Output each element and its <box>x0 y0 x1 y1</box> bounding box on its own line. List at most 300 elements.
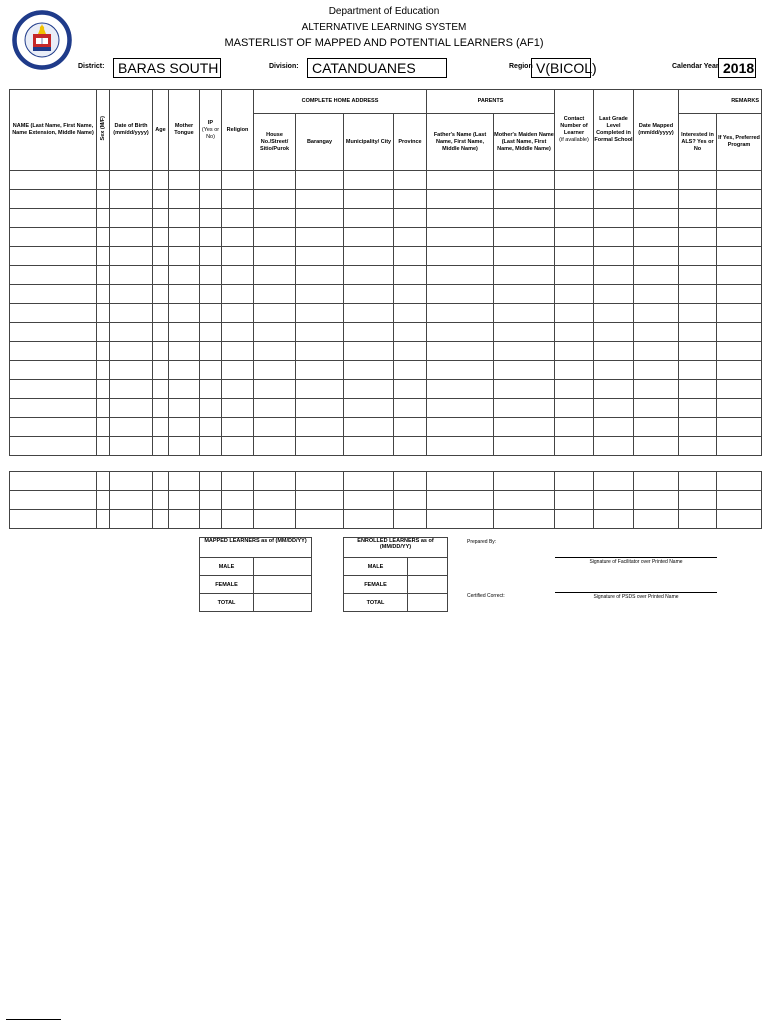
table-cell[interactable] <box>153 491 169 510</box>
table-cell[interactable] <box>717 323 762 342</box>
table-cell[interactable] <box>494 418 555 437</box>
calendar-year-field[interactable]: 2018 <box>718 58 756 78</box>
table-cell[interactable] <box>344 209 394 228</box>
table-cell[interactable] <box>254 491 296 510</box>
table-cell[interactable] <box>222 190 254 209</box>
table-cell[interactable] <box>97 437 110 456</box>
table-cell[interactable] <box>97 190 110 209</box>
table-cell[interactable] <box>296 323 344 342</box>
mapped-total-cell[interactable] <box>254 594 312 612</box>
table-cell[interactable] <box>494 380 555 399</box>
table-cell[interactable] <box>10 361 97 380</box>
table-cell[interactable] <box>717 418 762 437</box>
table-cell[interactable] <box>344 285 394 304</box>
enrolled-total-cell[interactable] <box>408 594 448 612</box>
table-cell[interactable] <box>427 171 494 190</box>
table-cell[interactable] <box>427 491 494 510</box>
table-cell[interactable] <box>10 209 97 228</box>
table-cell[interactable] <box>10 323 97 342</box>
table-cell[interactable] <box>634 285 679 304</box>
table-cell[interactable] <box>110 190 153 209</box>
table-cell[interactable] <box>555 399 594 418</box>
table-cell[interactable] <box>679 437 717 456</box>
table-cell[interactable] <box>222 399 254 418</box>
table-cell[interactable] <box>717 510 762 529</box>
table-cell[interactable] <box>344 228 394 247</box>
table-cell[interactable] <box>200 510 222 529</box>
table-cell[interactable] <box>555 285 594 304</box>
table-cell[interactable] <box>200 418 222 437</box>
table-cell[interactable] <box>394 399 427 418</box>
table-cell[interactable] <box>594 437 634 456</box>
table-cell[interactable] <box>555 266 594 285</box>
table-cell[interactable] <box>555 361 594 380</box>
table-cell[interactable] <box>169 209 200 228</box>
table-cell[interactable] <box>555 380 594 399</box>
table-cell[interactable] <box>679 209 717 228</box>
table-cell[interactable] <box>344 437 394 456</box>
table-cell[interactable] <box>200 247 222 266</box>
table-cell[interactable] <box>344 266 394 285</box>
table-cell[interactable] <box>97 171 110 190</box>
table-cell[interactable] <box>394 472 427 491</box>
table-cell[interactable] <box>254 304 296 323</box>
table-cell[interactable] <box>10 171 97 190</box>
table-cell[interactable] <box>169 266 200 285</box>
mapped-female-cell[interactable] <box>254 576 312 594</box>
table-cell[interactable] <box>153 472 169 491</box>
table-cell[interactable] <box>222 510 254 529</box>
table-cell[interactable] <box>254 228 296 247</box>
table-cell[interactable] <box>169 437 200 456</box>
table-cell[interactable] <box>153 323 169 342</box>
table-cell[interactable] <box>344 418 394 437</box>
table-cell[interactable] <box>169 247 200 266</box>
table-cell[interactable] <box>555 190 594 209</box>
table-cell[interactable] <box>344 491 394 510</box>
table-cell[interactable] <box>254 171 296 190</box>
table-cell[interactable] <box>555 323 594 342</box>
table-cell[interactable] <box>494 399 555 418</box>
district-field[interactable]: BARAS SOUTH <box>113 58 221 78</box>
table-cell[interactable] <box>494 228 555 247</box>
table-cell[interactable] <box>254 361 296 380</box>
table-cell[interactable] <box>679 510 717 529</box>
table-cell[interactable] <box>494 190 555 209</box>
table-cell[interactable] <box>97 418 110 437</box>
table-cell[interactable] <box>296 342 344 361</box>
table-cell[interactable] <box>200 380 222 399</box>
table-cell[interactable] <box>110 323 153 342</box>
table-cell[interactable] <box>594 323 634 342</box>
table-cell[interactable] <box>254 266 296 285</box>
table-cell[interactable] <box>254 285 296 304</box>
table-cell[interactable] <box>594 472 634 491</box>
table-cell[interactable] <box>97 472 110 491</box>
table-cell[interactable] <box>10 304 97 323</box>
table-cell[interactable] <box>200 399 222 418</box>
table-cell[interactable] <box>222 247 254 266</box>
table-cell[interactable] <box>634 361 679 380</box>
table-cell[interactable] <box>296 190 344 209</box>
table-cell[interactable] <box>222 266 254 285</box>
table-cell[interactable] <box>427 285 494 304</box>
table-cell[interactable] <box>394 323 427 342</box>
table-cell[interactable] <box>200 342 222 361</box>
table-cell[interactable] <box>394 491 427 510</box>
table-cell[interactable] <box>222 437 254 456</box>
table-cell[interactable] <box>200 361 222 380</box>
table-cell[interactable] <box>296 418 344 437</box>
table-cell[interactable] <box>200 285 222 304</box>
table-cell[interactable] <box>427 266 494 285</box>
table-cell[interactable] <box>594 228 634 247</box>
table-cell[interactable] <box>394 510 427 529</box>
table-cell[interactable] <box>717 285 762 304</box>
table-cell[interactable] <box>153 380 169 399</box>
table-cell[interactable] <box>427 472 494 491</box>
table-cell[interactable] <box>110 437 153 456</box>
table-cell[interactable] <box>555 228 594 247</box>
table-cell[interactable] <box>169 323 200 342</box>
table-cell[interactable] <box>110 380 153 399</box>
table-cell[interactable] <box>10 472 97 491</box>
table-cell[interactable] <box>222 491 254 510</box>
table-cell[interactable] <box>222 171 254 190</box>
table-cell[interactable] <box>394 190 427 209</box>
table-cell[interactable] <box>222 361 254 380</box>
table-cell[interactable] <box>555 304 594 323</box>
table-cell[interactable] <box>594 190 634 209</box>
table-cell[interactable] <box>634 418 679 437</box>
table-cell[interactable] <box>97 228 110 247</box>
table-cell[interactable] <box>222 209 254 228</box>
table-cell[interactable] <box>594 247 634 266</box>
table-cell[interactable] <box>717 171 762 190</box>
table-cell[interactable] <box>10 399 97 418</box>
table-cell[interactable] <box>494 171 555 190</box>
table-cell[interactable] <box>97 342 110 361</box>
table-cell[interactable] <box>296 472 344 491</box>
table-cell[interactable] <box>110 510 153 529</box>
table-cell[interactable] <box>153 437 169 456</box>
table-cell[interactable] <box>427 209 494 228</box>
table-cell[interactable] <box>169 190 200 209</box>
table-cell[interactable] <box>494 437 555 456</box>
table-cell[interactable] <box>110 285 153 304</box>
table-cell[interactable] <box>296 247 344 266</box>
table-cell[interactable] <box>634 510 679 529</box>
table-cell[interactable] <box>679 247 717 266</box>
table-cell[interactable] <box>10 380 97 399</box>
table-cell[interactable] <box>222 342 254 361</box>
table-cell[interactable] <box>717 342 762 361</box>
table-cell[interactable] <box>679 361 717 380</box>
table-cell[interactable] <box>296 285 344 304</box>
table-cell[interactable] <box>394 247 427 266</box>
table-cell[interactable] <box>679 285 717 304</box>
table-cell[interactable] <box>679 266 717 285</box>
table-cell[interactable] <box>296 209 344 228</box>
table-cell[interactable] <box>344 190 394 209</box>
table-cell[interactable] <box>394 266 427 285</box>
region-field[interactable]: V(BICOL) <box>531 58 591 78</box>
table-cell[interactable] <box>594 399 634 418</box>
table-cell[interactable] <box>200 491 222 510</box>
table-cell[interactable] <box>594 304 634 323</box>
table-cell[interactable] <box>153 247 169 266</box>
table-cell[interactable] <box>110 399 153 418</box>
table-cell[interactable] <box>717 228 762 247</box>
table-cell[interactable] <box>494 510 555 529</box>
table-cell[interactable] <box>254 380 296 399</box>
table-cell[interactable] <box>679 380 717 399</box>
table-cell[interactable] <box>679 399 717 418</box>
table-cell[interactable] <box>200 171 222 190</box>
table-cell[interactable] <box>427 304 494 323</box>
table-cell[interactable] <box>679 304 717 323</box>
table-cell[interactable] <box>717 247 762 266</box>
table-cell[interactable] <box>679 228 717 247</box>
table-cell[interactable] <box>634 304 679 323</box>
table-cell[interactable] <box>169 472 200 491</box>
table-cell[interactable] <box>110 342 153 361</box>
table-cell[interactable] <box>110 209 153 228</box>
table-cell[interactable] <box>296 304 344 323</box>
table-cell[interactable] <box>555 491 594 510</box>
table-cell[interactable] <box>97 266 110 285</box>
table-cell[interactable] <box>494 266 555 285</box>
table-cell[interactable] <box>110 361 153 380</box>
table-cell[interactable] <box>10 437 97 456</box>
table-cell[interactable] <box>97 380 110 399</box>
table-cell[interactable] <box>10 228 97 247</box>
table-cell[interactable] <box>594 285 634 304</box>
table-cell[interactable] <box>634 472 679 491</box>
table-cell[interactable] <box>594 209 634 228</box>
table-cell[interactable] <box>679 418 717 437</box>
table-cell[interactable] <box>494 209 555 228</box>
table-cell[interactable] <box>555 437 594 456</box>
table-cell[interactable] <box>169 285 200 304</box>
table-cell[interactable] <box>494 361 555 380</box>
table-cell[interactable] <box>344 342 394 361</box>
table-cell[interactable] <box>10 285 97 304</box>
table-cell[interactable] <box>296 171 344 190</box>
mapped-male-cell[interactable] <box>254 558 312 576</box>
table-cell[interactable] <box>427 437 494 456</box>
table-cell[interactable] <box>634 247 679 266</box>
table-cell[interactable] <box>634 491 679 510</box>
table-cell[interactable] <box>169 418 200 437</box>
table-cell[interactable] <box>344 472 394 491</box>
table-cell[interactable] <box>200 190 222 209</box>
table-cell[interactable] <box>110 418 153 437</box>
table-cell[interactable] <box>254 418 296 437</box>
table-cell[interactable] <box>494 304 555 323</box>
table-cell[interactable] <box>679 323 717 342</box>
table-cell[interactable] <box>634 323 679 342</box>
table-cell[interactable] <box>679 491 717 510</box>
table-cell[interactable] <box>594 380 634 399</box>
table-cell[interactable] <box>679 472 717 491</box>
table-cell[interactable] <box>555 510 594 529</box>
table-cell[interactable] <box>344 510 394 529</box>
table-cell[interactable] <box>296 380 344 399</box>
table-cell[interactable] <box>222 418 254 437</box>
table-cell[interactable] <box>394 380 427 399</box>
table-cell[interactable] <box>717 266 762 285</box>
table-cell[interactable] <box>594 418 634 437</box>
table-cell[interactable] <box>717 209 762 228</box>
table-cell[interactable] <box>153 361 169 380</box>
table-cell[interactable] <box>494 342 555 361</box>
table-cell[interactable] <box>153 171 169 190</box>
table-cell[interactable] <box>394 304 427 323</box>
table-cell[interactable] <box>394 361 427 380</box>
table-cell[interactable] <box>97 209 110 228</box>
table-cell[interactable] <box>427 380 494 399</box>
table-cell[interactable] <box>222 285 254 304</box>
psds-signature-line[interactable] <box>555 592 717 593</box>
table-cell[interactable] <box>153 228 169 247</box>
table-cell[interactable] <box>200 228 222 247</box>
table-cell[interactable] <box>10 418 97 437</box>
table-cell[interactable] <box>296 491 344 510</box>
table-cell[interactable] <box>110 491 153 510</box>
table-cell[interactable] <box>296 266 344 285</box>
table-cell[interactable] <box>254 472 296 491</box>
table-cell[interactable] <box>494 247 555 266</box>
table-cell[interactable] <box>494 285 555 304</box>
table-cell[interactable] <box>254 342 296 361</box>
table-cell[interactable] <box>296 361 344 380</box>
table-cell[interactable] <box>153 285 169 304</box>
table-cell[interactable] <box>200 472 222 491</box>
table-cell[interactable] <box>555 171 594 190</box>
table-cell[interactable] <box>555 247 594 266</box>
table-cell[interactable] <box>97 285 110 304</box>
table-cell[interactable] <box>153 266 169 285</box>
table-cell[interactable] <box>97 304 110 323</box>
table-cell[interactable] <box>344 247 394 266</box>
table-cell[interactable] <box>296 510 344 529</box>
table-cell[interactable] <box>594 361 634 380</box>
table-cell[interactable] <box>97 491 110 510</box>
table-cell[interactable] <box>717 399 762 418</box>
table-cell[interactable] <box>110 171 153 190</box>
table-cell[interactable] <box>222 472 254 491</box>
table-cell[interactable] <box>97 247 110 266</box>
table-cell[interactable] <box>427 418 494 437</box>
table-cell[interactable] <box>634 380 679 399</box>
table-cell[interactable] <box>394 437 427 456</box>
enrolled-male-cell[interactable] <box>408 558 448 576</box>
table-cell[interactable] <box>169 510 200 529</box>
table-cell[interactable] <box>594 510 634 529</box>
enrolled-female-cell[interactable] <box>408 576 448 594</box>
table-cell[interactable] <box>10 510 97 529</box>
facilitator-signature-line[interactable] <box>555 557 717 558</box>
table-cell[interactable] <box>153 342 169 361</box>
table-cell[interactable] <box>634 399 679 418</box>
table-cell[interactable] <box>169 361 200 380</box>
table-cell[interactable] <box>594 342 634 361</box>
table-cell[interactable] <box>494 323 555 342</box>
table-cell[interactable] <box>200 437 222 456</box>
table-cell[interactable] <box>594 491 634 510</box>
table-cell[interactable] <box>169 380 200 399</box>
table-cell[interactable] <box>555 342 594 361</box>
table-cell[interactable] <box>634 266 679 285</box>
table-cell[interactable] <box>679 171 717 190</box>
table-cell[interactable] <box>200 266 222 285</box>
table-cell[interactable] <box>717 491 762 510</box>
table-cell[interactable] <box>153 209 169 228</box>
table-cell[interactable] <box>427 228 494 247</box>
table-cell[interactable] <box>222 228 254 247</box>
table-cell[interactable] <box>427 190 494 209</box>
table-cell[interactable] <box>296 437 344 456</box>
table-cell[interactable] <box>427 510 494 529</box>
table-cell[interactable] <box>222 380 254 399</box>
table-cell[interactable] <box>153 304 169 323</box>
table-cell[interactable] <box>634 171 679 190</box>
table-cell[interactable] <box>10 266 97 285</box>
table-cell[interactable] <box>555 472 594 491</box>
table-cell[interactable] <box>200 323 222 342</box>
table-cell[interactable] <box>634 190 679 209</box>
table-cell[interactable] <box>296 399 344 418</box>
table-cell[interactable] <box>494 491 555 510</box>
table-cell[interactable] <box>10 247 97 266</box>
table-cell[interactable] <box>97 361 110 380</box>
table-cell[interactable] <box>254 437 296 456</box>
table-cell[interactable] <box>344 399 394 418</box>
table-cell[interactable] <box>555 418 594 437</box>
table-cell[interactable] <box>254 399 296 418</box>
table-cell[interactable] <box>254 247 296 266</box>
division-field[interactable]: CATANDUANES <box>307 58 447 78</box>
table-cell[interactable] <box>679 190 717 209</box>
table-cell[interactable] <box>10 491 97 510</box>
table-cell[interactable] <box>394 209 427 228</box>
table-cell[interactable] <box>394 418 427 437</box>
table-cell[interactable] <box>634 209 679 228</box>
table-cell[interactable] <box>169 342 200 361</box>
table-cell[interactable] <box>634 342 679 361</box>
table-cell[interactable] <box>10 342 97 361</box>
table-cell[interactable] <box>427 323 494 342</box>
table-cell[interactable] <box>169 228 200 247</box>
table-cell[interactable] <box>394 228 427 247</box>
table-cell[interactable] <box>427 342 494 361</box>
table-cell[interactable] <box>110 304 153 323</box>
table-cell[interactable] <box>153 418 169 437</box>
table-cell[interactable] <box>153 190 169 209</box>
table-cell[interactable] <box>200 209 222 228</box>
table-cell[interactable] <box>254 323 296 342</box>
table-cell[interactable] <box>427 399 494 418</box>
table-cell[interactable] <box>222 304 254 323</box>
table-cell[interactable] <box>200 304 222 323</box>
table-cell[interactable] <box>110 247 153 266</box>
table-cell[interactable] <box>717 304 762 323</box>
table-cell[interactable] <box>97 399 110 418</box>
table-cell[interactable] <box>296 228 344 247</box>
table-cell[interactable] <box>97 323 110 342</box>
table-cell[interactable] <box>10 190 97 209</box>
